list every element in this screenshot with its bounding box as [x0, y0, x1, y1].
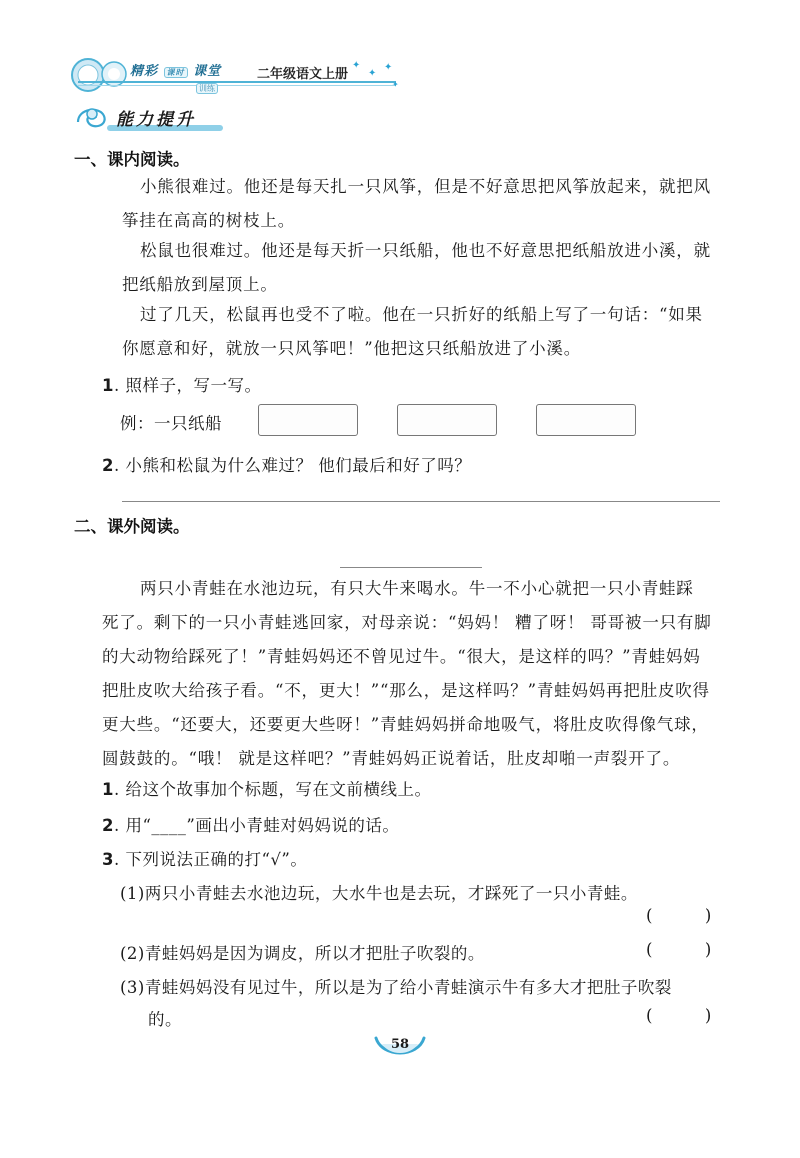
header-rule-thin: [78, 85, 396, 86]
brand-side: 课堂: [193, 64, 222, 79]
part1-paragraph-1: [74, 170, 734, 238]
part1-question-1: [102, 372, 261, 396]
text-line: 的大动物给踩死了！”青蛙妈妈还不曾见过牛。“很大，是这样的吗？”青蛙妈妈: [102, 647, 701, 666]
brand-tag-training: 训练: [196, 83, 218, 94]
header-logo-circles: [66, 54, 136, 94]
brand-main: 精彩: [130, 64, 159, 79]
option-3-continuation: 的。: [148, 1010, 182, 1029]
answer-box-3[interactable]: [536, 404, 636, 436]
question-text: . 下列说法正确的打“√”。: [113, 850, 308, 869]
part1-title: 一、课内阅读。: [74, 150, 190, 169]
text-line: 过了几天，松鼠再也受不了啦。他在一只折好的纸船上写了一句话：“如果: [140, 305, 703, 324]
text-line: 把肚皮吹大给孩子看。“不，更大！”“那么，是这样吗？”青蛙妈妈再把肚皮吹得: [102, 681, 710, 700]
brand-tag-lesson: 课时: [164, 67, 188, 78]
answer-paren-3[interactable]: ( ): [646, 1006, 712, 1025]
part1-question-2: [102, 452, 471, 476]
option-label: (3): [120, 978, 145, 997]
text-line: 两只小青蛙在水池边玩，有只大牛来喝水。牛一不小心就把一只小青蛙踩: [140, 579, 694, 598]
option-text: 青蛙妈妈是因为调皮，所以才把肚子吹裂的。: [144, 944, 485, 963]
answer-paren-2[interactable]: ( ): [646, 940, 712, 959]
answer-box-1[interactable]: [258, 404, 358, 436]
story-text: [102, 572, 742, 776]
option-1: [120, 880, 638, 904]
question-text: . 用“____”画出小青蛙对妈妈说的话。: [113, 816, 400, 835]
question-number: 1: [102, 376, 114, 395]
option-text: 青蛙妈妈没有见过牛，所以是为了给小青蛙演示牛有多大才把肚子吹裂: [144, 978, 672, 997]
part2-title: 二、课外阅读。: [74, 517, 190, 536]
story-title-blank[interactable]: [340, 567, 482, 568]
part1-paragraph-2: [74, 234, 734, 302]
text-line: 筝挂在高高的树枝上。: [122, 211, 295, 230]
option-3: [120, 974, 672, 998]
example-label: 例：一只纸船: [120, 414, 222, 433]
option-label: (2): [120, 944, 145, 963]
star-icon: ✦: [384, 62, 393, 73]
question-number: 2: [102, 456, 114, 475]
header-rule: [78, 81, 396, 83]
answer-line[interactable]: [122, 501, 720, 502]
page-number: 58: [390, 1037, 410, 1052]
question-text: . 小熊和松鼠为什么难过？ 他们最后和好了吗？: [113, 456, 472, 475]
question-number: 1: [102, 780, 114, 799]
question-number: 3: [102, 850, 114, 869]
question-number: 2: [102, 816, 114, 835]
book-title: 二年级语文上册: [257, 67, 349, 82]
option-text: 两只小青蛙去水池边玩，大水牛也是去玩，才踩死了一只小青蛙。: [144, 884, 638, 903]
text-line: 把纸船放到屋顶上。: [122, 275, 278, 294]
star-icon: ✦: [368, 68, 377, 79]
question-text: . 照样子，写一写。: [113, 376, 262, 395]
brand-tag-training-wrap: [196, 76, 218, 95]
star-icon: ✦: [352, 60, 361, 71]
text-line: 松鼠也很难过。他还是每天折一只纸船，他也不好意思把纸船放进小溪，就: [140, 241, 711, 260]
question-text: . 给这个故事加个标题，写在文前横线上。: [113, 780, 432, 799]
star-icon: ✦: [392, 80, 399, 89]
text-line: 小熊很难过。他还是每天扎一只风筝，但是不好意思把风筝放起来，就把风: [140, 177, 711, 196]
answer-box-2[interactable]: [397, 404, 497, 436]
text-line: 更大些。“还要大，还要更大些呀！”青蛙妈妈拼命地吸气，将肚皮吹得像气球，: [102, 715, 709, 734]
answer-paren-1[interactable]: ( ): [646, 906, 712, 925]
text-line: 你愿意和好，就放一只风筝吧！”他把这只纸船放进了小溪。: [122, 339, 582, 358]
part2-question-1: [102, 776, 431, 800]
part2-question-3: [102, 846, 307, 870]
option-2: [120, 940, 485, 964]
text-line: 死了。剩下的一只小青蛙逃回家，对母亲说：“妈妈！ 糟了呀！ 哥哥被一只有脚: [102, 613, 712, 632]
part1-paragraph-3: [74, 298, 734, 366]
part2-question-2: [102, 812, 399, 836]
option-label: (1): [120, 884, 145, 903]
section-banner-title: 能力提升: [116, 110, 196, 130]
text-line: 圆鼓鼓的。“哦！ 就是这样吧？”青蛙妈妈正说着话，肚皮却啪一声裂开了。: [102, 749, 681, 768]
